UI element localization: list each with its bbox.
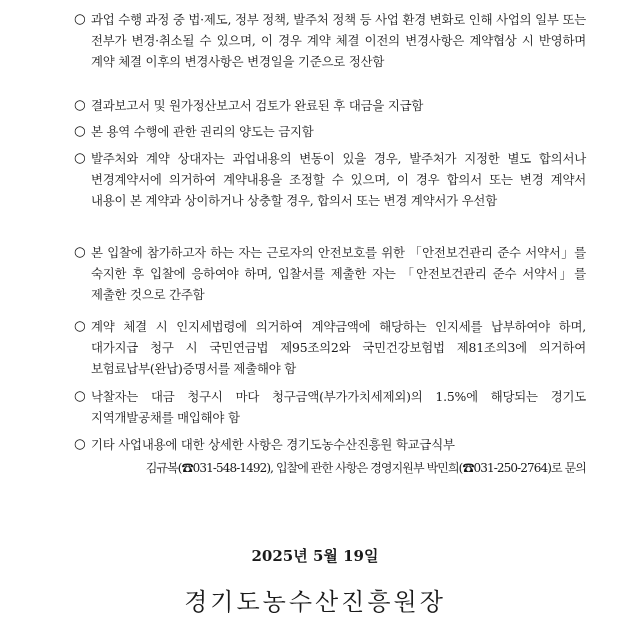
item-change-settlement (74, 9, 586, 72)
bullet-circle-icon: ○ (74, 150, 86, 166)
bullet-circle-icon: ○ (74, 123, 86, 139)
bullet-circle-icon: ○ (74, 436, 86, 452)
item-inquiry (74, 434, 586, 455)
item-text: 계약 체결 시 인지세법령에 의거하여 계약금액에 해당하는 인지세를 납부하여야 하며, 대가지급 청구 시 국민연금법 제95조의2와 국민건강보험법 제81조의3에 의거하여 보험료납부(완납)증명서를 제출해야 함 (91, 319, 586, 376)
item-rights-transfer (74, 121, 586, 142)
item-stamp-tax (74, 316, 586, 379)
item-safety-pledge (74, 242, 586, 305)
bullet-circle-icon: ○ (74, 244, 86, 260)
signer-title: 경기도농수산진흥원장 (184, 588, 446, 616)
item-text: 발주처와 계약 상대자는 과업내용의 변동이 있을 경우, 발주처가 지정한 별도 합의서나 변경계약서에 의거하여 계약내용을 조정할 수 있으며, 이 경우 합의서 또는 변경 계약서 내용이 본 계약과 상이하거나 상충할 경우, 합의서 또는 변경 계약서가 우선함 (91, 151, 586, 208)
document-date: 2025년 5월 19일 (251, 547, 379, 565)
bullet-circle-icon: ○ (74, 11, 86, 27)
item-contract-adjustment (74, 148, 586, 211)
item-text: 본 용역 수행에 관한 권리의 양도는 금지함 (91, 124, 314, 139)
item-text: 결과보고서 및 원가정산보고서 검토가 완료된 후 대금을 지급함 (91, 98, 424, 113)
bullet-circle-icon: ○ (74, 318, 86, 334)
item-text: 낙찰자는 대금 청구시 마다 청구금액(부가가치세제외)의 1.5%에 해당되는 경기도 지역개발공채를 매입해야 함 (91, 389, 586, 425)
item-public-bond (74, 386, 586, 428)
item-text: 과업 수행 과정 중 법·제도, 정부 정책, 발주처 정책 등 사업 환경 변화로 인해 사업의 일부 또는 전부가 변경·취소될 수 있으며, 이 경우 계약 체결 이전의 변경사항은 계약협상 시 반영하며 계약 체결 이후의 변경사항은 변경일을 기준으로 정산함 (91, 12, 586, 69)
item-text: 기타 사업내용에 대한 상세한 사항은 경기도농수산진흥원 학교급식부 (91, 437, 455, 452)
contact-info: 김규복(☎031-548-1492), 입찰에 관한 사항은 경영지원부 박민희(☎031-250-2764)로 문의 (145, 461, 586, 475)
bullet-circle-icon: ○ (74, 97, 86, 113)
item-text: 본 입찰에 참가하고자 하는 자는 근로자의 안전보호를 위한 「안전보건관리 준수 서약서」를 숙지한 후 입찰에 응하여야 하며, 입찰서를 제출한 자는 「안전보건관리 준수 서약서」를 제출한 것으로 간주함 (91, 245, 586, 302)
item-payment (74, 95, 586, 116)
bullet-circle-icon: ○ (74, 388, 86, 404)
